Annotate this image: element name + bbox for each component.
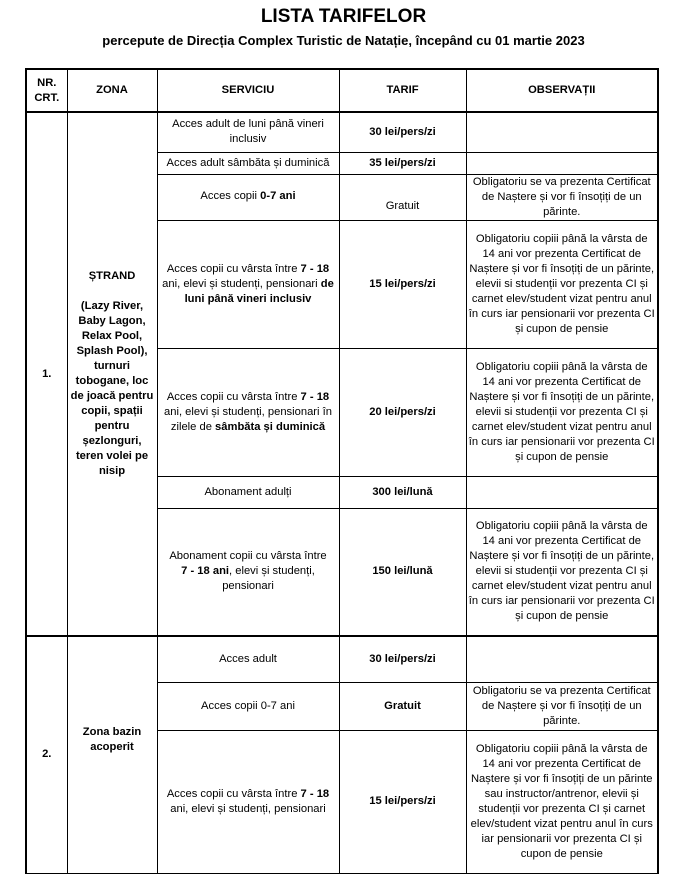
observations-cell [466, 476, 658, 508]
tariff-cell: 20 lei/pers/zi [339, 348, 466, 476]
header-tarif: TARIF [339, 69, 466, 112]
tariff-table [25, 68, 659, 874]
tariff-cell: 15 lei/pers/zi [339, 220, 466, 348]
observations-cell: Obligatoriu copiii până la vârsta de 14 ani vor prezenta Certificat de Naștere și vor fi însoțiți de un părinte, elevii si studenții vor prezenta CI și carnet elev/student vizat pentru anul în curs iar pensionarii vor prezenta CI și cupon de pensie [466, 220, 658, 348]
observations-cell [466, 152, 658, 174]
service-cell: Abonament adulți [157, 476, 339, 508]
header-nr: NR. CRT. [26, 69, 67, 112]
section1-zone [67, 112, 157, 636]
service-cell: Acces copii cu vârsta între 7 - 18 ani, elevi și studenți, pensionari de luni până vineri inclusiv [157, 220, 339, 348]
header-zona: ZONA [67, 69, 157, 112]
service-cell: Acces copii 0-7 ani [157, 174, 339, 220]
table-row [26, 112, 658, 152]
tariff-cell: Gratuit [339, 682, 466, 730]
section1-zone-title: ȘTRAND [88, 270, 136, 282]
header-row [26, 69, 658, 112]
tariff-cell: 150 lei/lună [339, 508, 466, 636]
section1-nr: 1. [26, 112, 67, 636]
observations-cell: Obligatoriu se va prezenta Certificat de Naștere și vor fi însoțiți de un părinte. [466, 174, 658, 220]
service-cell: Acces copii cu vârsta între 7 - 18 ani, elevi și studenți, pensionari în zilele de sâmbăta și duminică [157, 348, 339, 476]
tariff-cell: 15 lei/pers/zi [339, 730, 466, 873]
tariff-cell: 35 lei/pers/zi [339, 152, 466, 174]
observations-cell [466, 112, 658, 152]
section2-nr: 2. [26, 636, 67, 873]
observations-cell: Obligatoriu copiii până la vârsta de 14 ani vor prezenta Certificat de Naștere și vor fi însoțiți de un părinte, elevii si studenții vor prezenta CI și carnet elev/student vizat pentru anul în curs iar pensionarii vor prezenta CI și cupon de pensie [466, 348, 658, 476]
header-serviciu: SERVICIU [157, 69, 339, 112]
service-cell: Acces copii cu vârsta între 7 - 18 ani, elevi și studenți, pensionari [157, 730, 339, 873]
tariff-cell: 30 lei/pers/zi [339, 112, 466, 152]
tariff-cell: Gratuit [339, 174, 466, 220]
document-title: LISTA TARIFELOR [260, 6, 427, 27]
service-cell: Acces adult sâmbăta și duminică [157, 152, 339, 174]
section1-zone-detail: (Lazy River, Baby Lagon, Relax Pool, Splash Pool), turnuri tobogane, loc de joacă pentru copii, spații pentru șezlonguri, teren volei pe nisip [70, 300, 154, 477]
service-cell: Acces copii 0-7 ani [157, 682, 339, 730]
observations-cell: Obligatoriu copiii până la vârsta de 14 ani vor prezenta Certificat de Naștere și vor fi însoțiți de un părinte, elevii si studenții vor prezenta CI și carnet elev/student vizat pentru anul în curs iar pensionarii vor prezenta CI și cupon de pensie [466, 508, 658, 636]
document-subtitle: percepute de Direcția Complex Turistic de Natație, începând cu 01 martie 2023 [102, 33, 585, 48]
service-cell: Acces adult [157, 636, 339, 682]
service-cell: Abonament copii cu vârsta între 7 - 18 ani, elevi și studenți, pensionari [157, 508, 339, 636]
tariff-cell: 30 lei/pers/zi [339, 636, 466, 682]
observations-cell: Obligatoriu se va prezenta Certificat de Naștere și vor fi însoțiți de un părinte. [466, 682, 658, 730]
section2-zone: Zona bazin acoperit [67, 636, 157, 873]
service-cell: Acces adult de luni până vineri inclusiv [157, 112, 339, 152]
observations-cell: Obligatoriu copiii până la vârsta de 14 ani vor prezenta Certificat de Naștere și vor fi însoțiți de un părinte sau instructor/antrenor, elevii și studenții vor prezenta CI și carnet elev/student vizat pentru anul în curs iar pensionarii vor prezenta CI și cupon de pensie [466, 730, 658, 873]
observations-cell [466, 636, 658, 682]
tariff-cell: 300 lei/lună [339, 476, 466, 508]
table-row [26, 636, 658, 682]
header-observatii: OBSERVAȚII [466, 69, 658, 112]
